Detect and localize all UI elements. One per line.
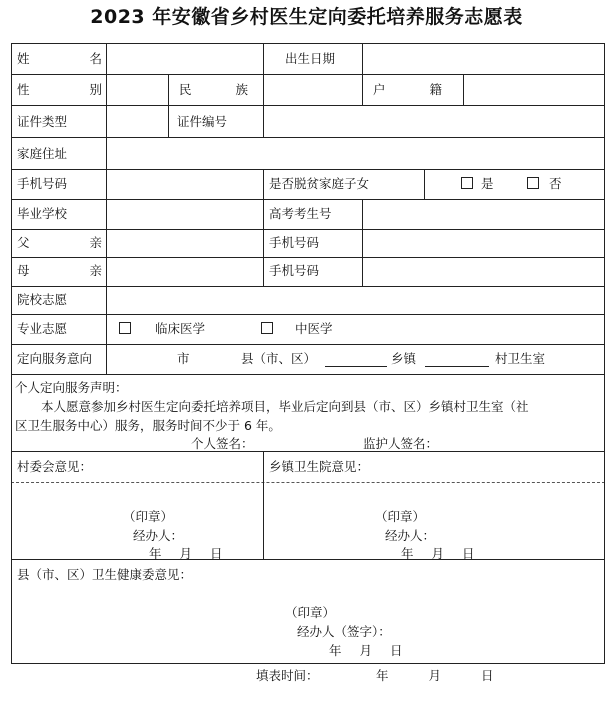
mobile-label: 手机号码 <box>17 176 68 191</box>
poverty-yes-option[interactable] <box>461 176 494 192</box>
application-form <box>11 43 605 663</box>
village-seal-label: （印章） <box>123 509 174 524</box>
county-seal-label: （印章） <box>285 605 336 620</box>
id-type-label: 证件类型 <box>17 114 68 129</box>
table-border-left <box>11 43 12 664</box>
township-handler-label: 经办人： <box>385 528 436 543</box>
cell-divider <box>362 199 363 286</box>
declaration-line-2: 区卫生服务中心）服务，服务时间不少于 6 年。 <box>15 418 281 433</box>
poverty-no-option[interactable] <box>527 176 562 192</box>
row-divider <box>11 74 605 75</box>
yes-checkbox[interactable] <box>461 177 473 189</box>
cell-divider <box>362 43 363 74</box>
tcm-label: 中医学 <box>294 321 333 336</box>
dashed-divider <box>11 482 605 483</box>
service-intent-label: 定向服务意向 <box>17 351 93 366</box>
ethnicity-label: 民 族 <box>179 82 268 97</box>
row-divider <box>11 451 605 452</box>
exam-number-label: 高考考生号 <box>269 206 332 221</box>
fill-time-date: 年 月 日 <box>376 668 494 683</box>
intent-clinic-label: 村卫生室 <box>495 351 546 366</box>
row-divider <box>11 229 605 230</box>
village-handler-label: 经办人： <box>133 528 184 543</box>
clinic-blank-line[interactable] <box>425 366 489 367</box>
town-blank-line[interactable] <box>325 366 387 367</box>
row-divider <box>11 257 605 258</box>
home-address-label: 家庭住址 <box>17 146 68 161</box>
major-tcm-option[interactable] <box>261 321 333 337</box>
county-handler-label: 经办人（签字）： <box>297 624 391 639</box>
cell-divider <box>362 74 363 105</box>
township-date-label: 年 月 日 <box>401 546 475 561</box>
table-border-top <box>11 43 605 44</box>
row-divider <box>11 314 605 315</box>
graduate-school-label: 毕业学校 <box>17 206 68 221</box>
intent-city-label: 市 <box>177 351 190 366</box>
personal-signature-label: 个人签名： <box>191 436 254 451</box>
row-divider <box>11 137 605 138</box>
declaration-heading: 个人定向服务声明： <box>15 380 128 395</box>
yes-label: 是 <box>480 176 494 191</box>
name-label: 姓 名 <box>17 51 130 66</box>
county-health-opinion-label: 县（市、区）卫生健康委意见： <box>17 567 193 582</box>
cell-divider <box>263 105 264 137</box>
guardian-signature-label: 监护人签名： <box>363 436 439 451</box>
poverty-question-label: 是否脱贫家庭子女 <box>269 176 370 191</box>
cell-divider <box>263 43 264 74</box>
township-seal-label: （印章） <box>375 509 426 524</box>
row-divider <box>11 199 605 200</box>
township-hospital-opinion-label: 乡镇卫生院意见： <box>269 459 370 474</box>
page-title: 2023 年安徽省乡村医生定向委托培养服务志愿表 <box>90 6 523 28</box>
father-label: 父 亲 <box>17 235 130 250</box>
row-divider <box>11 344 605 345</box>
no-label: 否 <box>548 176 562 191</box>
declaration-line-1: 本人愿意参加乡村医生定向委托培养项目，毕业后定向到县（市、区）乡镇村卫生室（社 <box>41 399 529 414</box>
row-divider <box>11 105 605 106</box>
major-choice-label: 专业志愿 <box>17 321 68 336</box>
id-number-label: 证件编号 <box>177 114 228 129</box>
cell-divider <box>263 451 264 559</box>
village-date-label: 年 月 日 <box>149 546 223 561</box>
mother-label: 母 亲 <box>17 263 130 278</box>
clinical-checkbox[interactable] <box>119 322 131 334</box>
gender-label: 性 别 <box>17 82 130 97</box>
fill-time-label: 填表时间： <box>256 668 319 683</box>
intent-town-label: 乡镇 <box>391 351 417 366</box>
cell-divider <box>168 74 169 105</box>
row-divider <box>11 559 605 560</box>
county-date-label: 年 月 日 <box>329 643 403 658</box>
no-checkbox[interactable] <box>527 177 539 189</box>
intent-county-label: 县（市、区） <box>241 351 317 366</box>
birth-date-label: 出生日期 <box>285 51 336 66</box>
table-border-bottom <box>11 663 605 664</box>
college-choice-label: 院校志愿 <box>17 292 68 307</box>
cell-divider <box>463 74 464 105</box>
table-border-right <box>604 43 605 664</box>
cell-divider <box>263 169 264 199</box>
row-divider <box>11 286 605 287</box>
cell-divider <box>168 105 169 137</box>
cell-divider <box>263 199 264 286</box>
mother-mobile-label: 手机号码 <box>269 263 320 278</box>
row-divider <box>11 374 605 375</box>
clinical-label: 临床医学 <box>154 321 205 336</box>
tcm-checkbox[interactable] <box>261 322 273 334</box>
household-label: 户 籍 <box>373 82 462 97</box>
father-mobile-label: 手机号码 <box>269 235 320 250</box>
cell-divider <box>424 169 425 199</box>
village-committee-opinion-label: 村委会意见： <box>17 459 93 474</box>
major-clinical-option[interactable] <box>119 321 205 337</box>
row-divider <box>11 169 605 170</box>
